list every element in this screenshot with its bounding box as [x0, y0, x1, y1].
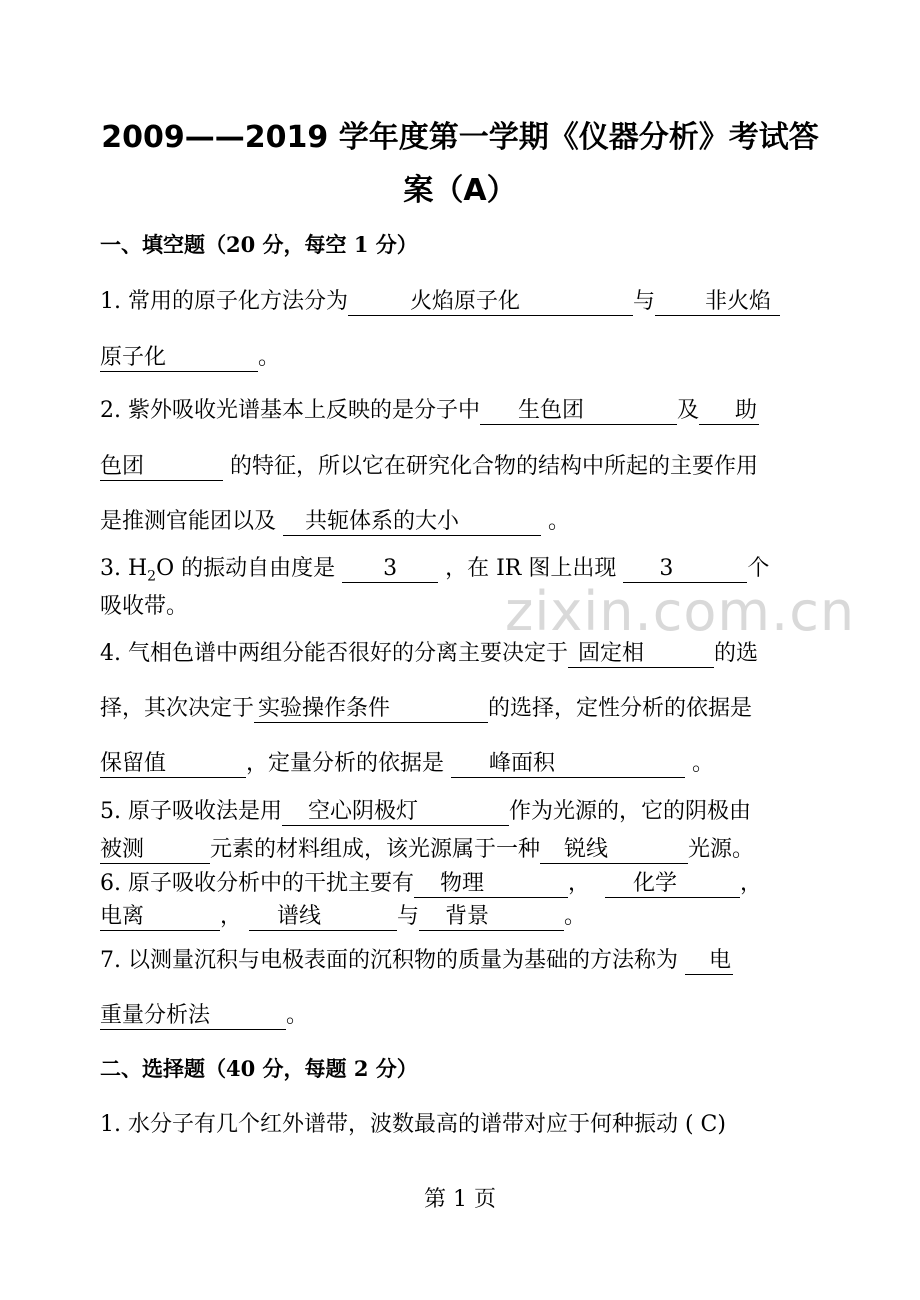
section-fill-in-heading: 一、填空题（20 分，每空 1 分）	[100, 232, 418, 257]
question-text: 。	[258, 345, 281, 370]
question-text: 的特征，所以它在研究化合物的结构中所起的主要作用	[230, 454, 759, 479]
answer-blank	[699, 398, 759, 425]
question-text: 的选	[714, 641, 759, 666]
answer-text: 助	[735, 398, 758, 423]
answer-blank	[282, 799, 509, 826]
question-text: 。	[692, 751, 715, 776]
question-text: 作为光源的，它的阴极由	[508, 799, 751, 824]
answer-text: 原子化	[100, 345, 167, 370]
answer-text: 电离	[100, 904, 145, 929]
question-text: 吸收带。	[100, 594, 189, 619]
answer-blank	[100, 1003, 286, 1030]
answer-text: 色团	[100, 454, 145, 479]
question-text: 与	[397, 904, 420, 929]
question-5-line-2	[100, 832, 825, 864]
answer-blank	[249, 904, 397, 931]
question-text: ，	[220, 904, 243, 929]
answer-blank	[540, 837, 688, 864]
answer-text: 火焰原子化	[409, 289, 520, 314]
choice-question-1: 1. 水分子有几个红外谱带，波数最高的谱带对应于何种振动 ( C)	[100, 1112, 726, 1137]
subscript: 2	[147, 568, 157, 585]
question-text: 元素的材料组成，该光源属于一种	[210, 837, 541, 862]
answer-text: 非火焰	[705, 289, 772, 314]
question-text: 1. 常用的原子化方法分为	[100, 289, 348, 314]
section-choice-heading: 二、选择题（40 分，每题 2 分）	[100, 1056, 418, 1081]
answer-text: 谱线	[277, 904, 322, 929]
question-text: 。	[564, 904, 587, 929]
question-7-line-2	[100, 998, 825, 1030]
question-text: 3. H	[100, 556, 148, 581]
question-text: 光源。	[688, 837, 755, 862]
answer-text: 化学	[633, 871, 678, 896]
answer-blank	[348, 289, 633, 316]
page-number: 第 1 页	[424, 1187, 496, 1212]
answer-text: 3	[659, 556, 674, 581]
question-2-line-3	[100, 504, 825, 536]
question-2-line-1	[100, 393, 825, 425]
watermark: zixin.com.cn	[505, 580, 856, 643]
page-title-continued: 案（A）	[403, 173, 517, 208]
answer-text: 实验操作条件	[258, 696, 391, 721]
question-text: ，	[567, 871, 590, 896]
answer-text: 重量分析法	[100, 1003, 211, 1028]
answer-text: 电	[709, 948, 732, 973]
question-text: 的选择，定性分析的依据是	[488, 696, 753, 721]
question-7-line-1	[100, 943, 825, 975]
answer-blank	[414, 871, 568, 898]
question-text: 择，其次决定于	[100, 696, 255, 721]
answer-blank	[451, 751, 685, 778]
answer-blank	[100, 751, 246, 778]
answer-text: 物理	[439, 871, 484, 896]
question-3-line-2	[100, 589, 825, 620]
page-title: 2009——2019 学年度第一学期《仪器分析》考试答	[101, 120, 819, 155]
question-text: 。	[548, 509, 571, 534]
question-6-line-1	[100, 866, 825, 898]
answer-blank	[685, 948, 733, 975]
question-3-line-1	[100, 551, 825, 584]
answer-blank	[100, 904, 220, 931]
answer-text: 被测	[100, 837, 145, 862]
answer-blank	[342, 556, 438, 583]
question-1-line-2	[100, 340, 825, 372]
question-text: 7. 以测量沉积与电极表面的沉积物的质量为基础的方法称为	[100, 948, 678, 973]
question-text: 及	[677, 398, 700, 423]
question-2-line-2	[100, 449, 825, 481]
answer-text: 背景	[445, 904, 490, 929]
question-text: 5. 原子吸收法是用	[100, 799, 282, 824]
question-text: O 的振动自由度是	[156, 556, 336, 581]
answer-blank	[100, 345, 258, 372]
answer-text: 3	[383, 556, 398, 581]
answer-blank	[605, 871, 740, 898]
question-text: 是推测官能团以及	[100, 509, 277, 534]
question-5-line-1	[100, 794, 825, 826]
answer-text: 固定相	[578, 641, 645, 666]
question-text: 。	[286, 1003, 309, 1028]
question-1-line-1	[100, 284, 825, 316]
answer-blank	[568, 641, 714, 668]
answer-text: 共轭体系的大小	[305, 509, 460, 534]
question-text: ，在 IR 图上出现	[445, 556, 617, 581]
question-text: 4. 气相色谱中两组分能否很好的分离主要决定于	[100, 641, 568, 666]
answer-blank	[283, 509, 541, 536]
question-4-line-2	[100, 691, 825, 723]
answer-blank	[419, 904, 564, 931]
answer-blank	[100, 454, 223, 481]
answer-text: 生色团	[518, 398, 585, 423]
answer-blank	[655, 289, 780, 316]
answer-blank	[254, 696, 488, 723]
question-text: 个	[747, 556, 770, 581]
question-text: ，	[740, 871, 763, 896]
answer-text: 保留值	[100, 751, 167, 776]
answer-blank	[623, 556, 747, 583]
answer-text: 空心阴极灯	[307, 799, 418, 824]
answer-blank	[100, 837, 210, 864]
question-4-line-1	[100, 636, 825, 668]
answer-text: 锐线	[564, 837, 609, 862]
question-text: 2. 紫外吸收光谱基本上反映的是分子中	[100, 398, 480, 423]
question-6-line-2	[100, 899, 825, 931]
question-text: 6. 原子吸收分析中的干扰主要有	[100, 871, 414, 896]
answer-blank	[480, 398, 677, 425]
question-text: 与	[632, 289, 655, 314]
question-4-line-3	[100, 746, 825, 778]
question-text: ，定量分析的依据是	[246, 751, 445, 776]
answer-text: 峰面积	[489, 751, 556, 776]
